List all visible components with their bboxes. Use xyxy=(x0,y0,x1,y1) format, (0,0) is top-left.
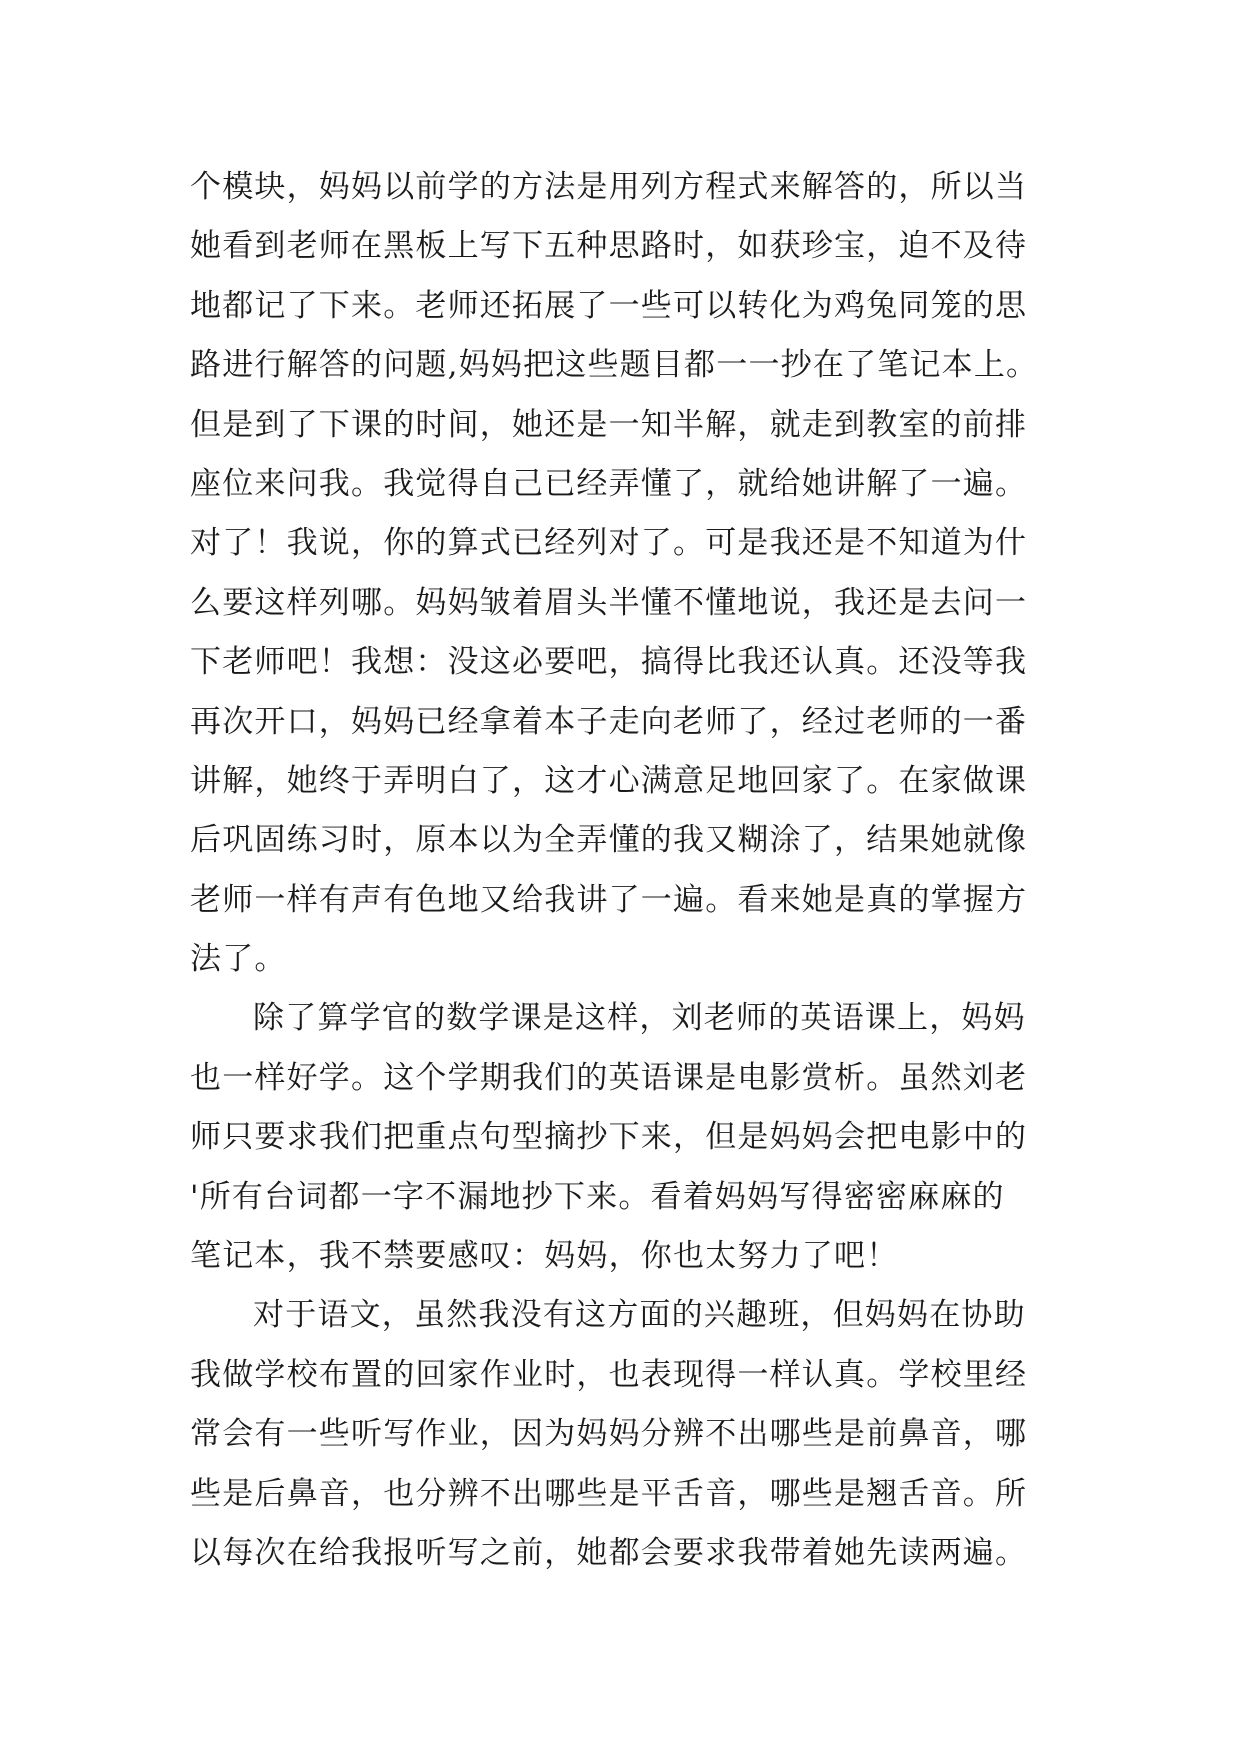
text-line: 些是后鼻音，也分辨不出哪些是平舌音，哪些是翘舌音。所 xyxy=(190,1475,1028,1512)
paragraph-start-line: 除了算学官的数学课是这样，刘老师的英语课上，妈妈 xyxy=(253,1000,1026,1037)
text-line: 下老师吧！我想：没这必要吧，搞得比我还认真。还没等我 xyxy=(190,644,1028,681)
text-line: 个模块，妈妈以前学的方法是用列方程式来解答的，所以当 xyxy=(190,169,1028,205)
text-line: 路进行解答的问题,妈妈把这些题目都一一抄在了笔记本上。 xyxy=(190,347,1039,384)
essay-body xyxy=(190,158,1070,1583)
text-line: 我做学校布置的回家作业时，也表现得一样认真。学校里经 xyxy=(190,1356,1028,1393)
text-line: 地都记了下来。老师还拓展了一些可以转化为鸡兔同笼的思 xyxy=(190,287,1028,324)
text-line: 再次开口，妈妈已经拿着本子走向老师了，经过老师的一番 xyxy=(190,703,1028,740)
text-line: 她看到老师在黑板上写下五种思路时，如获珍宝，迫不及待 xyxy=(190,228,1028,265)
text-line: 对了！我说，你的算式已经列对了。可是我还是不知道为什 xyxy=(190,525,1028,562)
text-line: 座位来问我。我觉得自己已经弄懂了，就给她讲解了一遍。 xyxy=(190,465,1028,502)
text-line: 常会有一些听写作业，因为妈妈分辨不出哪些是前鼻音，哪 xyxy=(190,1416,1028,1453)
text-line: 后巩固练习时，原本以为全弄懂的我又糊涂了，结果她就像 xyxy=(190,822,1028,859)
text-line: 师只要求我们把重点句型摘抄下来，但是妈妈会把电影中的 xyxy=(190,1119,1028,1156)
text-line: 以每次在给我报听写之前，她都会要求我带着她先读两遍。 xyxy=(190,1534,1028,1571)
text-line: 么要这样列哪。妈妈皱着眉头半懂不懂地说，我还是去问一 xyxy=(190,584,1028,621)
text-line: 但是到了下课的时间，她还是一知半解，就走到教室的前排 xyxy=(190,406,1028,443)
text-line: 也一样好学。这个学期我们的英语课是电影赏析。虽然刘老 xyxy=(190,1059,1028,1096)
text-line: '所有台词都一字不漏地抄下来。看着妈妈写得密密麻麻的 xyxy=(190,1178,1005,1215)
text-line: 讲解，她终于弄明白了，这才心满意足地回家了。在家做课 xyxy=(190,762,1028,799)
text-line: 法了。 xyxy=(190,941,287,978)
text-line: 笔记本，我不禁要感叹：妈妈，你也太努力了吧！ xyxy=(190,1238,899,1275)
paragraph-start-line: 对于语文，虽然我没有这方面的兴趣班，但妈妈在协助 xyxy=(253,1297,1026,1334)
text-line: 老师一样有声有色地又给我讲了一遍。看来她是真的掌握方 xyxy=(190,881,1028,918)
